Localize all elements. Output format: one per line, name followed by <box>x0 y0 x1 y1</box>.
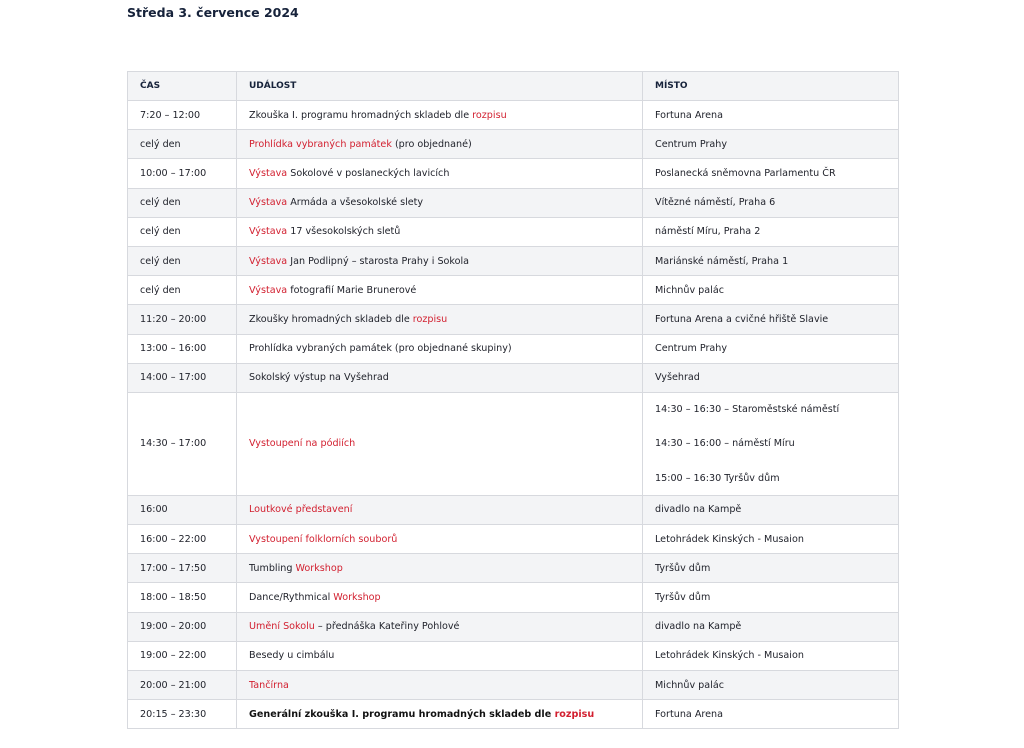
table-row <box>128 334 899 363</box>
cell-time: 19:00 – 22:00 <box>128 641 237 670</box>
cell-place: Fortuna Arena <box>643 700 899 729</box>
cell-place: Poslanecká sněmovna Parlamentu ČR <box>643 159 899 188</box>
place-list <box>655 401 886 487</box>
cell-place: Centrum Prahy <box>643 334 899 363</box>
cell-event <box>237 525 643 554</box>
cell-event <box>237 583 643 612</box>
event-link[interactable]: rozpisu <box>412 313 448 325</box>
cell-time: 17:00 – 17:50 <box>128 554 237 583</box>
cell-place: Michnův palác <box>643 276 899 305</box>
event-text: 17 všesokolských sletů <box>287 226 401 238</box>
event-text: (pro objednané) <box>391 138 472 150</box>
table-row <box>128 101 899 130</box>
cell-time: 14:00 – 17:00 <box>128 363 237 392</box>
cell-event <box>237 334 643 363</box>
cell-time: 20:00 – 21:00 <box>128 671 237 700</box>
column-header-time: ČAS <box>128 72 237 101</box>
cell-event <box>237 276 643 305</box>
table-row <box>128 641 899 670</box>
cell-event <box>237 305 643 334</box>
table-row <box>128 525 899 554</box>
table-row <box>128 217 899 246</box>
table-row <box>128 671 899 700</box>
event-link[interactable]: Tančírna <box>249 679 289 691</box>
cell-place: Letohrádek Kinských - Musaion <box>643 525 899 554</box>
table-header-row <box>128 72 899 101</box>
event-text: Zkouška I. programu hromadných skladeb dle <box>249 109 473 121</box>
place-line: 15:00 – 16:30 Tyršův dům <box>655 472 780 484</box>
schedule-table <box>127 71 899 729</box>
cell-time: 14:30 – 17:00 <box>128 392 237 495</box>
table-row <box>128 305 899 334</box>
place-line: 14:30 – 16:00 – náměstí Míru <box>655 438 795 450</box>
cell-place: Tyršův dům <box>643 583 899 612</box>
event-link[interactable]: rozpisu <box>554 708 595 720</box>
event-link[interactable]: Umění Sokolu <box>249 621 315 633</box>
cell-event <box>237 159 643 188</box>
cell-time: 16:00 – 22:00 <box>128 525 237 554</box>
event-link[interactable]: Workshop <box>295 562 343 574</box>
event-text: Generální zkouška I. programu hromadných skladeb dle <box>249 708 555 720</box>
column-header-event: UDÁLOST <box>237 72 643 101</box>
page-title: Středa 3. července 2024 <box>127 5 299 20</box>
table-row <box>128 159 899 188</box>
cell-time: 11:20 – 20:00 <box>128 305 237 334</box>
event-text: Dance/Rythmical <box>249 592 334 604</box>
cell-place: náměstí Míru, Praha 2 <box>643 217 899 246</box>
cell-event <box>237 217 643 246</box>
event-text: fotografií Marie Brunerové <box>287 284 417 296</box>
table-row <box>128 130 899 159</box>
cell-time: 7:20 – 12:00 <box>128 101 237 130</box>
cell-place <box>643 392 899 495</box>
place-line: 14:30 – 16:30 – Staroměstské náměstí <box>655 403 840 415</box>
cell-event <box>237 246 643 275</box>
cell-place: Letohrádek Kinských - Musaion <box>643 641 899 670</box>
table-row <box>128 612 899 641</box>
cell-time: 19:00 – 20:00 <box>128 612 237 641</box>
event-link[interactable]: Prohlídka vybraných památek <box>249 138 392 150</box>
cell-event <box>237 671 643 700</box>
table-row <box>128 495 899 524</box>
column-header-place: MÍSTO <box>643 72 899 101</box>
event-link[interactable]: Výstava <box>249 167 288 179</box>
cell-time: celý den <box>128 130 237 159</box>
event-text: Armáda a všesokolské slety <box>287 197 424 209</box>
cell-event <box>237 495 643 524</box>
event-link[interactable]: Výstava <box>249 255 288 267</box>
cell-place: Centrum Prahy <box>643 130 899 159</box>
table-row <box>128 392 899 495</box>
cell-place: Mariánské náměstí, Praha 1 <box>643 246 899 275</box>
cell-time: 20:15 – 23:30 <box>128 700 237 729</box>
cell-event <box>237 612 643 641</box>
cell-event <box>237 101 643 130</box>
cell-event <box>237 392 643 495</box>
cell-event <box>237 130 643 159</box>
event-link[interactable]: Vystoupení folklorních souborů <box>249 533 398 545</box>
cell-place: divadlo na Kampě <box>643 612 899 641</box>
cell-event <box>237 641 643 670</box>
cell-place: Fortuna Arena <box>643 101 899 130</box>
cell-place: Vyšehrad <box>643 363 899 392</box>
cell-time: 16:00 <box>128 495 237 524</box>
cell-event <box>237 700 643 729</box>
cell-place: divadlo na Kampě <box>643 495 899 524</box>
event-link[interactable]: Loutkové představení <box>249 504 353 516</box>
cell-time: 13:00 – 16:00 <box>128 334 237 363</box>
event-link[interactable]: Vystoupení na pódiích <box>249 438 356 450</box>
table-row <box>128 276 899 305</box>
table-row <box>128 554 899 583</box>
event-text: Sokolský výstup na Vyšehrad <box>249 372 389 384</box>
cell-time: celý den <box>128 246 237 275</box>
cell-event <box>237 554 643 583</box>
cell-time: celý den <box>128 188 237 217</box>
table-row <box>128 246 899 275</box>
event-link[interactable]: rozpisu <box>472 109 507 121</box>
cell-time: celý den <box>128 217 237 246</box>
event-text: – přednáška Kateřiny Pohlové <box>314 621 460 633</box>
event-text: Besedy u cimbálu <box>249 650 335 662</box>
cell-event <box>237 188 643 217</box>
event-link[interactable]: Výstava <box>249 197 288 209</box>
event-text: Jan Podlipný – starosta Prahy i Sokola <box>287 255 470 267</box>
event-text: Prohlídka vybraných památek (pro objednané skupiny) <box>249 343 512 355</box>
event-text: Tumbling <box>249 562 296 574</box>
cell-place: Michnův palác <box>643 671 899 700</box>
event-link[interactable]: Výstava <box>249 226 288 238</box>
event-link[interactable]: Výstava <box>249 284 288 296</box>
cell-place: Vítězné náměstí, Praha 6 <box>643 188 899 217</box>
table-row <box>128 700 899 729</box>
table-row <box>128 363 899 392</box>
event-text: Zkoušky hromadných skladeb dle <box>249 313 413 325</box>
cell-place: Fortuna Arena a cvičné hřiště Slavie <box>643 305 899 334</box>
cell-event <box>237 363 643 392</box>
table-row <box>128 583 899 612</box>
event-link[interactable]: Workshop <box>333 592 381 604</box>
cell-time: 18:00 – 18:50 <box>128 583 237 612</box>
table-row <box>128 188 899 217</box>
cell-time: celý den <box>128 276 237 305</box>
cell-place: Tyršův dům <box>643 554 899 583</box>
cell-time: 10:00 – 17:00 <box>128 159 237 188</box>
event-text: Sokolové v poslaneckých lavicích <box>287 167 450 179</box>
